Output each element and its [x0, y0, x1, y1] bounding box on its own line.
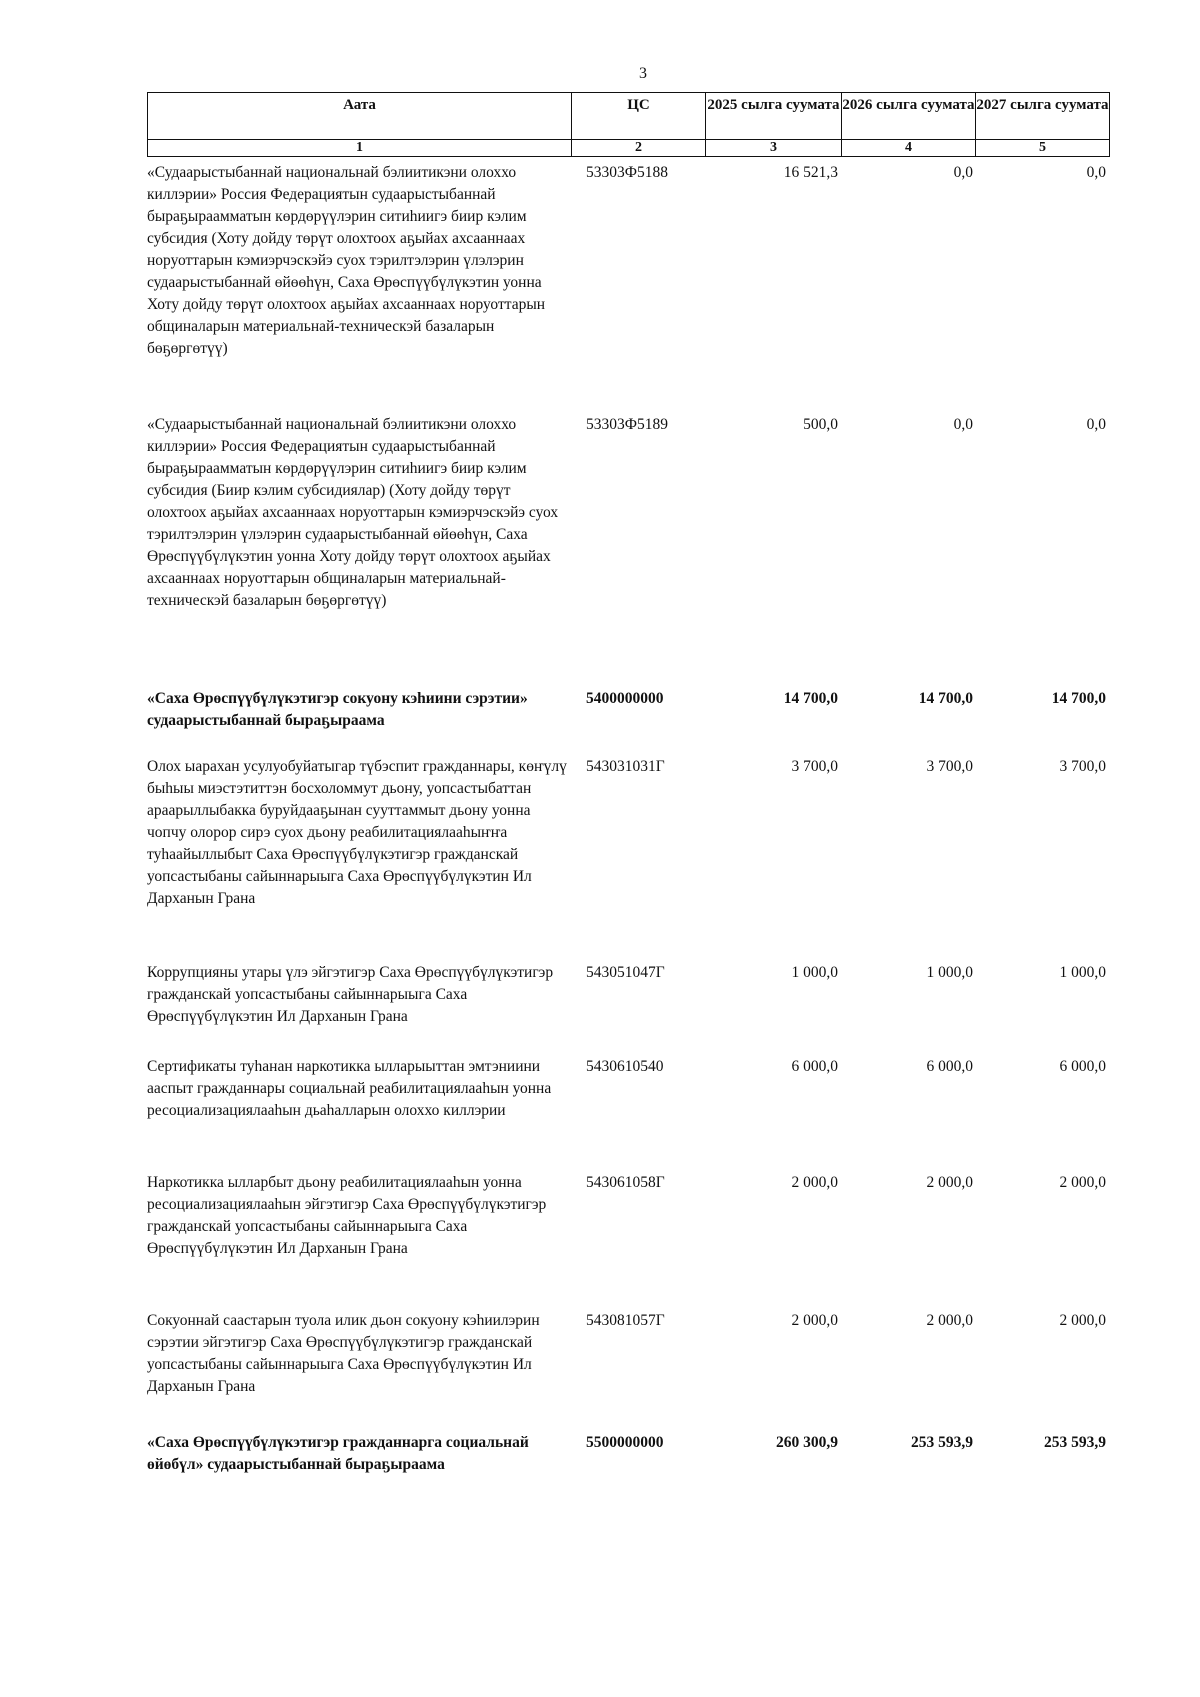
- row-code: 543081057Г: [586, 1312, 665, 1329]
- row-value-2026: 6 000,0: [926, 1058, 973, 1075]
- row-name: Олох ыарахан усулуобуйатыгар түбэспит гражданнары, көҥүлү быһыы миэстэтиттэн босхоломмут дьону, уопсастыбаттан араарыллыбакка буруйдааҕынан сууттаммыт дьону уонна чопчу олорор сирэ суох дьону реабилитациялааһыҥҥа туһаайыллыбыт Саха Өрөспүүбүлүкэтигэр гражданскай уопсастыбаны сайыннарыыга Саха Өрөспүүбүлүкэтин Ил Дарханын Грана: [147, 758, 567, 907]
- column-number: 4: [842, 140, 976, 157]
- row-value-2025: 1 000,0: [791, 964, 838, 981]
- row-name: «Саха Өрөспүүбүлүкэтигэр сокуону кэһиини сэрэтии» судаарыстыбаннай быраҕыраама: [147, 690, 528, 729]
- row-code: 53303Ф5189: [586, 416, 668, 433]
- row-value-2025: 3 700,0: [791, 758, 838, 775]
- row-value-2025: 14 700,0: [783, 690, 838, 707]
- page-number: 3: [639, 65, 647, 82]
- column-number: 5: [976, 140, 1110, 157]
- row-value-2026: 253 593,9: [911, 1434, 973, 1451]
- column-number-row: [148, 140, 1110, 157]
- row-name: Коррупцияны утары үлэ эйгэтигэр Саха Өрөспүүбүлүкэтигэр гражданскай уопсастыбаны сайыннарыыга Саха Өрөспүүбүлүкэтин Ил Дарханын Грана: [147, 964, 554, 1025]
- row-value-2025: 500,0: [803, 416, 838, 433]
- column-number: 3: [706, 140, 842, 157]
- row-name: Наркотикка ылларбыт дьону реабилитациялааһын уонна ресоциализациялааһын эйгэтигэр Саха Өрөспүүбүлүкэтигэр гражданскай уопсастыбаны сайыннарыыга Саха Өрөспүүбүлүкэтин Ил Дарханын Грана: [147, 1174, 547, 1257]
- row-value-2027: 2 000,0: [1059, 1174, 1106, 1191]
- row-value-2025: 2 000,0: [791, 1312, 838, 1329]
- row-value-2025: 2 000,0: [791, 1174, 838, 1191]
- row-code: 53303Ф5188: [586, 164, 668, 181]
- row-value-2027: 14 700,0: [1051, 690, 1106, 707]
- row-name: «Судаарыстыбаннай национальнай бэлиитикэни олоххо киллэрии» Россия Федерациятын судаарыстыбаннай быраҕыраамматын көрдөрүүлэрин ситиһиигэ биир кэлим субсидия (Биир кэлим субсидиялар) (Хоту дойду төрүт олохтоох аҕыйах ахсааннаах норуоттарын кэмиэрчэскэйэ суох тэрилтэлэрин үлэлэрин судаарыстыбаннай өйөөһүн, Саха Өрөспүүбүлүкэтин уонна Хоту дойду төрүт олохтоох аҕыйах ахсааннаах норуоттарын общиналарын материальнай-техническэй базаларын бөҕөргөтүү): [147, 416, 559, 609]
- row-value-2026: 1 000,0: [926, 964, 973, 981]
- header-2026: 2026 сылга суумата: [842, 93, 976, 140]
- row-code: 5430610540: [586, 1058, 664, 1075]
- row-value-2025: 6 000,0: [791, 1058, 838, 1075]
- row-value-2027: 253 593,9: [1044, 1434, 1106, 1451]
- header-row: [148, 93, 1110, 140]
- row-value-2025: 16 521,3: [783, 164, 838, 181]
- row-value-2026: 14 700,0: [918, 690, 973, 707]
- header-name: Аата: [148, 93, 572, 140]
- row-value-2027: 0,0: [1086, 416, 1106, 433]
- row-value-2026: 2 000,0: [926, 1174, 973, 1191]
- row-name: Сокуоннай саастарын туола илик дьон сокуону кэһиилэрин сэрэтии эйгэтигэр Саха Өрөспүүбүлүкэтигэр гражданскай уопсастыбаны сайыннарыыга Саха Өрөспүүбүлүкэтин Ил Дарханын Грана: [147, 1312, 540, 1395]
- row-code: 543051047Г: [586, 964, 665, 981]
- column-number: 1: [148, 140, 572, 157]
- table-header: [147, 92, 1110, 157]
- header-2027: 2027 сылга суумата: [976, 93, 1110, 140]
- row-value-2027: 3 700,0: [1059, 758, 1106, 775]
- column-number: 2: [572, 140, 706, 157]
- row-code: 543061058Г: [586, 1174, 665, 1191]
- row-value-2026: 0,0: [953, 416, 973, 433]
- row-value-2026: 0,0: [953, 164, 973, 181]
- header-code: ЦС: [572, 93, 706, 140]
- row-name: «Судаарыстыбаннай национальнай бэлиитикэни олоххо киллэрии» Россия Федерациятын судаарыстыбаннай быраҕыраамматын көрдөрүүлэрин ситиһиигэ биир кэлим субсидия (Хоту дойду төрүт олохтоох аҕыйах ахсааннаах норуоттарын кэмиэрчэскэйэ суох тэрилтэлэрин үлэлэрин судаарыстыбаннай өйөөһүн, Саха Өрөспүүбүлүкэтин уонна Хоту дойду төрүт олохтоох аҕыйах ахсааннаах норуоттарын общиналарын материальнай-техническэй базаларын бөҕөргөтүү): [147, 164, 546, 357]
- row-value-2027: 1 000,0: [1059, 964, 1106, 981]
- row-value-2027: 2 000,0: [1059, 1312, 1106, 1329]
- row-name: «Саха Өрөспүүбүлүкэтигэр гражданнарга социальнай өйөбүл» судаарыстыбаннай быраҕыраама: [147, 1434, 529, 1473]
- row-value-2027: 6 000,0: [1059, 1058, 1106, 1075]
- row-name: Сертификаты туһанан наркотикка ылларыыттан эмтэниини ааспыт гражданнары социальнай реабилитациялааһын уонна ресоциализациялааһын дьаһалларын олоххо киллэрии: [147, 1058, 552, 1119]
- row-code: 543031031Г: [586, 758, 665, 775]
- row-value-2025: 260 300,9: [776, 1434, 838, 1451]
- row-value-2027: 0,0: [1086, 164, 1106, 181]
- row-code: 5500000000: [586, 1434, 664, 1451]
- row-code: 5400000000: [586, 690, 664, 707]
- row-value-2026: 2 000,0: [926, 1312, 973, 1329]
- header-2025: 2025 сылга суумата: [706, 93, 842, 140]
- row-value-2026: 3 700,0: [926, 758, 973, 775]
